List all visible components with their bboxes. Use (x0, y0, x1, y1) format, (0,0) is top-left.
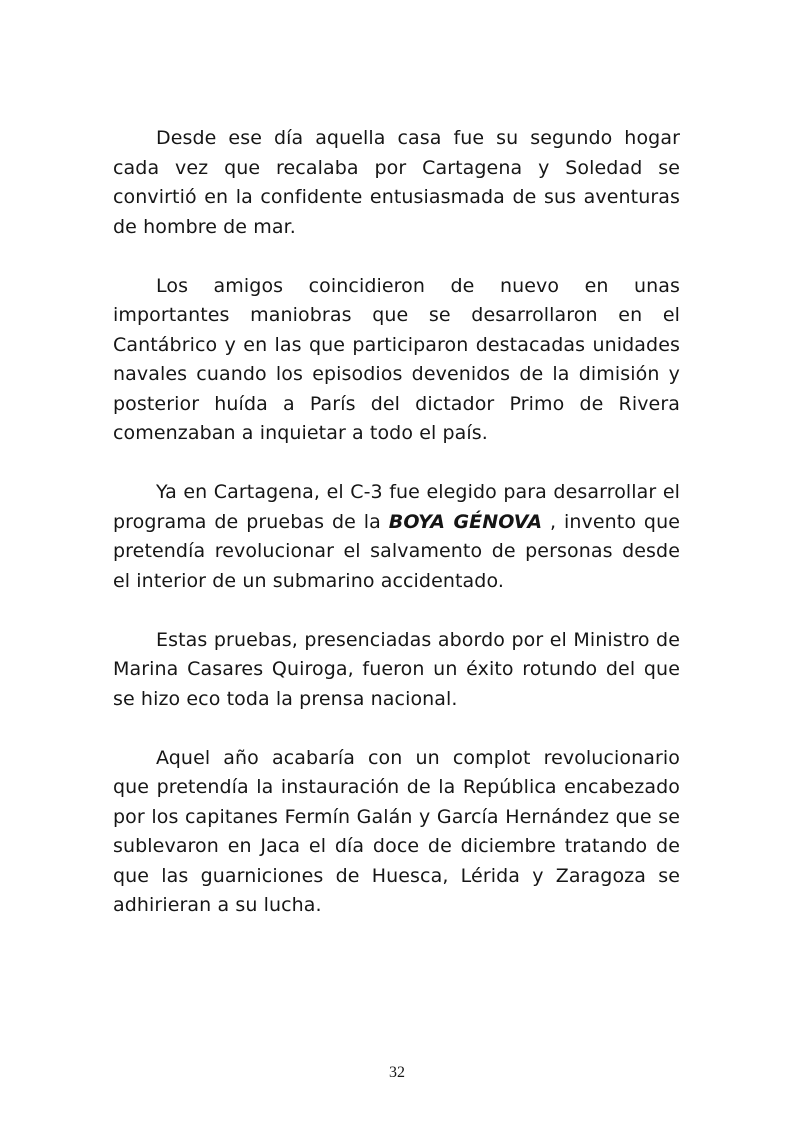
paragraph-3 (113, 478, 680, 596)
boya-genova-emphasis: BOYA GÉNOVA (388, 510, 543, 533)
paragraph-5: Aquel año acabaría con un complot revolucionario que pretendía la instauración de la República encabezado por los capitanes Fermín Galán y García Hernández que se sublevaron en Jaca el día doce de diciembre tratando de que las guarniciones de Huesca, Lérida y Zaragoza se adhirieran a su lucha. (113, 746, 680, 916)
paragraph-3-text-after: , invento que pretendía revolucionar el salvamento de personas desde el interior de un submarino accidentado. (113, 510, 680, 592)
paragraph-1: Desde ese día aquella casa fue su segundo hogar cada vez que recalaba por Cartagena y Soledad se convirtió en la confidente entusiasmada de sus aventuras de hombre de mar. (113, 127, 680, 238)
paragraph-3-text-before: Ya en Cartagena, el C-3 fue elegido para desarrollar el programa de pruebas de la (113, 481, 680, 533)
paragraph-2: Los amigos coincidieron de nuevo en unas importantes maniobras que se desarrollaron en el Cantábrico y en las que participaron destacadas unidades navales cuando los episodios devenidos de la dimisión y posterior huída a París del dictador Primo de Rivera comenzaban a inquietar a todo el país. (113, 274, 680, 444)
page-number: 32 (389, 1064, 405, 1081)
paragraph-4: Estas pruebas, presenciadas abordo por el Ministro de Marina Casares Quiroga, fueron un éxito rotundo del que se hizo eco toda la prensa nacional. (113, 628, 680, 710)
body-text (113, 124, 680, 921)
